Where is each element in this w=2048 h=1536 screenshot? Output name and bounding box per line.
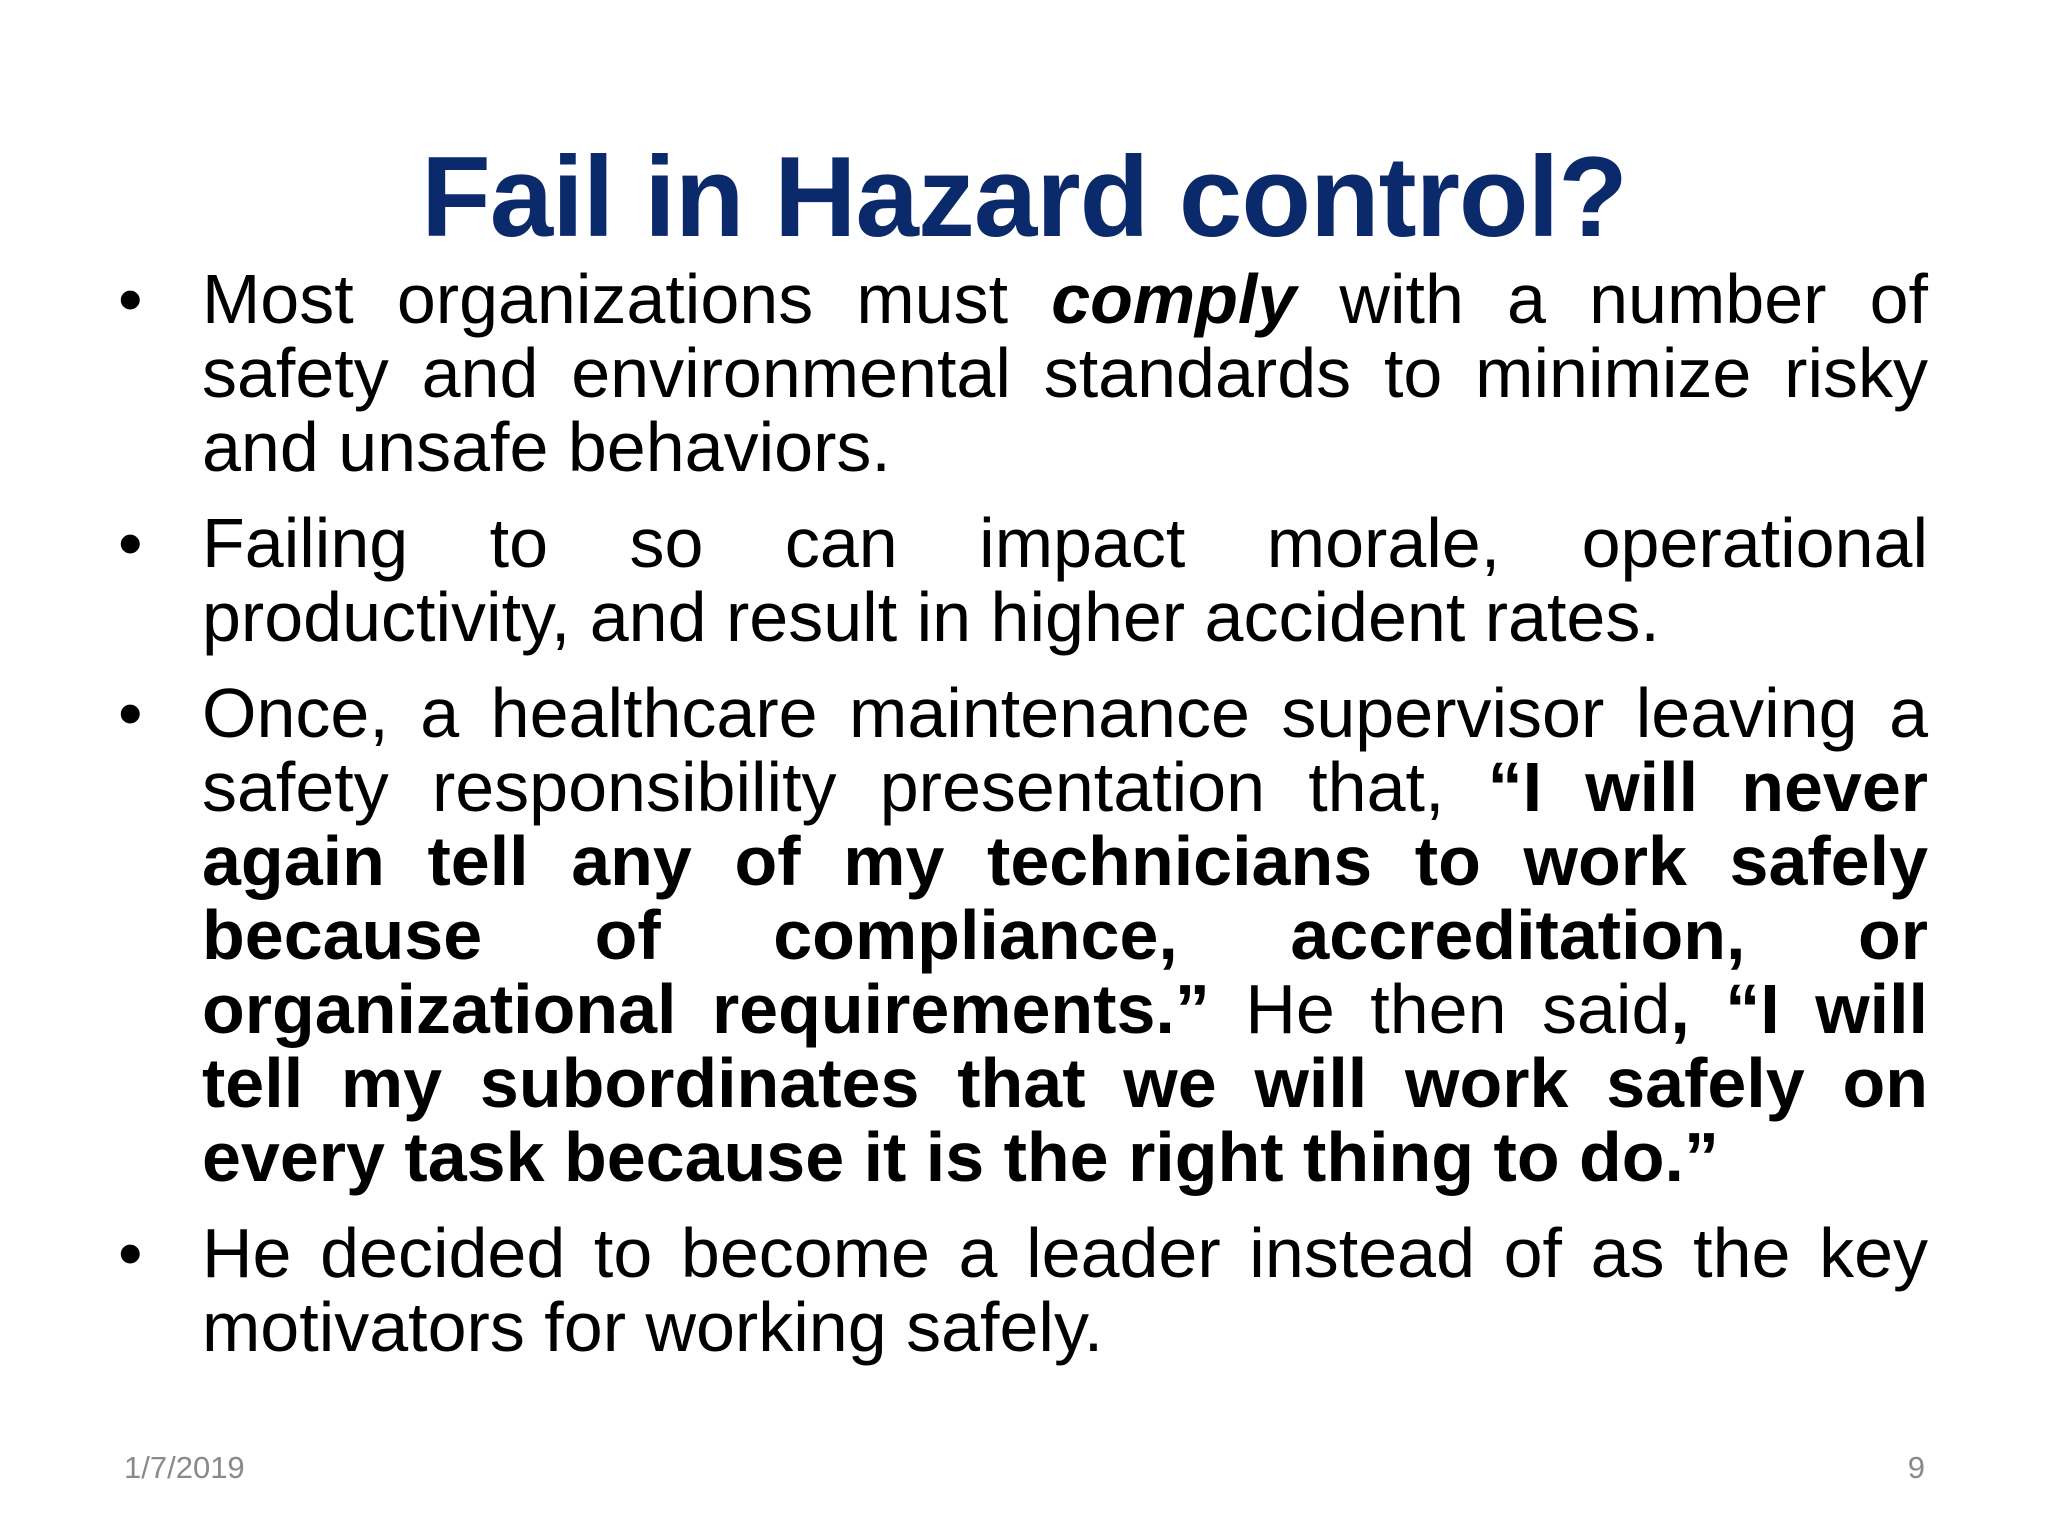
bullet-item-2 [118, 506, 1928, 654]
footer-date: 1/7/2019 [124, 1450, 245, 1485]
bullet-marker: • [118, 674, 143, 752]
bullet-marker: • [118, 1214, 143, 1292]
bullet-2-text: Failing to so can impact morale, operational productivity, and result in higher accident rates. [202, 504, 1928, 656]
bullet-list [118, 262, 1928, 1386]
bullet-3-quote-1: “I will never again tell any of my technicians to work safely because of compliance, accreditation, or organizational requirements.” [202, 748, 1928, 1048]
bullet-item-3 [118, 676, 1928, 1194]
bullet-marker: • [118, 260, 143, 338]
bullet-4-text: He decided to become a leader instead of as the key motivators for working safely. [202, 1214, 1928, 1366]
bullet-1-text-start: Most organizations must [202, 260, 1052, 338]
slide-title: Fail in Hazard control? [421, 134, 1627, 261]
bullet-marker: • [118, 504, 143, 582]
bullet-3-text-middle: He then said [1209, 970, 1671, 1048]
bullet-item-1 [118, 262, 1928, 484]
bullet-1-emphasis-comply: comply [1051, 260, 1297, 338]
bullet-3-text-start: Once, a healthcare maintenance supervisor leaving a safety responsibility presentation that, [202, 674, 1928, 826]
bullet-item-4 [118, 1216, 1928, 1364]
bullet-3-quote-2: , “I will tell my subordinates that we will work safely on every task because it is the right thing to do.” [202, 970, 1928, 1196]
footer-page-number: 9 [1907, 1450, 1925, 1485]
bullet-1-text-end: with a number of safety and environmental standards to minimize risky and unsafe behaviors. [202, 260, 1928, 486]
